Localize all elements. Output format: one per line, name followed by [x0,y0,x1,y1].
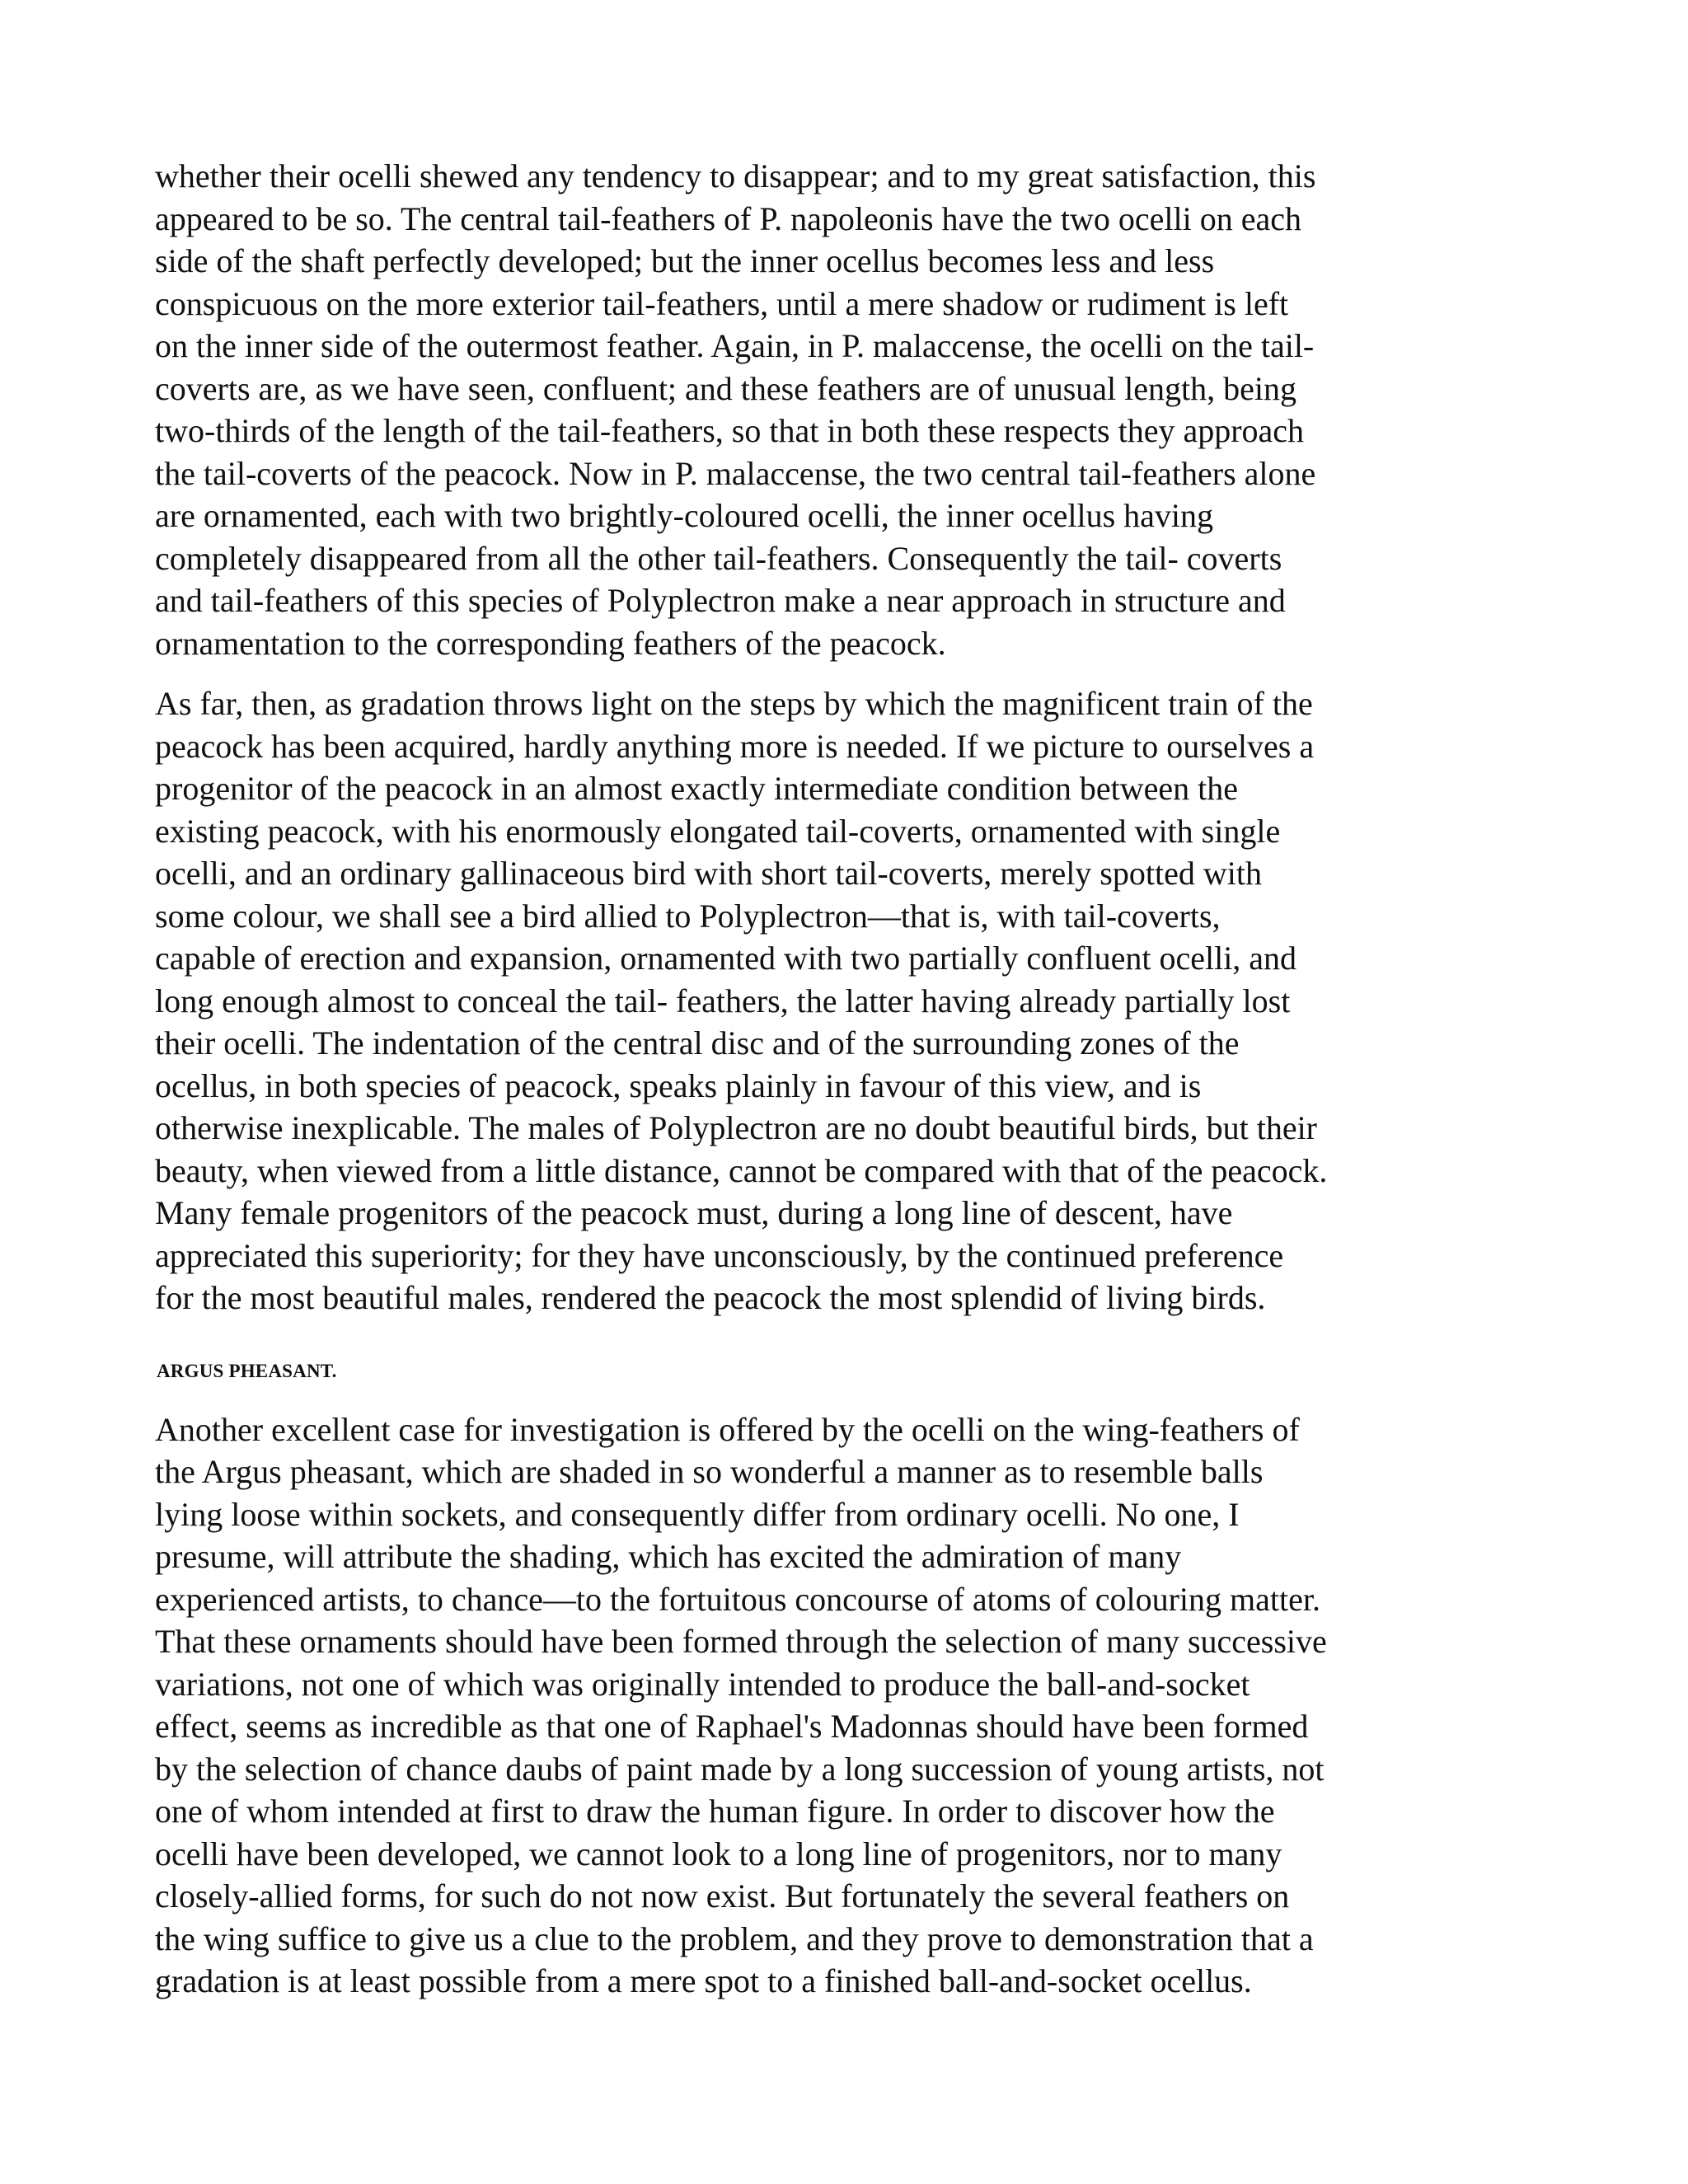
text-line: As far, then, as gradation throws light on the steps by which the magnificent train of the [155,685,1313,722]
paragraph-argus [155,1408,1540,2003]
text-line: otherwise inexplicable. The males of Polyplectron are no doubt beautiful birds, but their [155,1109,1317,1146]
text-line: ocellus, in both species of peacock, speaks plainly in favour of this view, and is [155,1066,1202,1104]
text-line: are ornamented, each with two brightly-coloured ocelli, the inner ocellus having [155,497,1214,534]
text-line: some colour, we shall see a bird allied to Polyplectron—that is, with tail-coverts, [155,897,1221,935]
text-line: ornamentation to the corresponding feathers of the peacock. [155,624,946,662]
text-line: two-thirds of the length of the tail-feathers, so that in both these respects they approach [155,412,1305,449]
text-line: ocelli have been developed, we cannot look to a long line of progenitors, nor to many [155,1835,1282,1872]
text-line: on the inner side of the outermost feather. Again, in P. malaccense, the ocelli on the tail- [155,327,1315,364]
text-line: beauty, when viewed from a little distance, cannot be compared with that of the peacock. [155,1151,1328,1189]
paragraph-polyplectron [155,155,1540,664]
text-line: their ocelli. The indentation of the central disc and of the surrounding zones of the [155,1024,1240,1062]
text-line: appreciated this superiority; for they have unconsciously, by the continued preference [155,1236,1284,1274]
text-line: Another excellent case for investigation is offered by the ocelli on the wing-feathers of [155,1410,1300,1448]
text-line: progenitor of the peacock in an almost exactly intermediate condition between the [155,770,1238,807]
text-line: whether their ocelli shewed any tendency to disappear; and to my great satisfaction, this [155,157,1316,194]
document-page [155,155,1540,2021]
text-line: effect, seems as incredible as that one of Raphael's Madonnas should have been formed [155,1708,1309,1745]
text-line: the tail-coverts of the peacock. Now in P. malaccense, the two central tail-feathers alone [155,454,1316,492]
text-line: for the most beautiful males, rendered the peacock the most splendid of living birds. [155,1279,1266,1316]
text-line: That these ornaments should have been formed through the selection of many successive [155,1623,1327,1660]
text-line: the Argus pheasant, which are shaded in so wonderful a manner as to resemble balls [155,1453,1264,1490]
text-line: side of the shaft perfectly developed; but the inner ocellus becomes less and less [155,242,1215,279]
text-line: Many female progenitors of the peacock must, during a long line of descent, have [155,1194,1233,1231]
text-line: completely disappeared from all the other tail-feathers. Consequently the tail- coverts [155,539,1282,577]
text-line: ocelli, and an ordinary gallinaceous bird with short tail-coverts, merely spotted with [155,855,1262,892]
text-line: by the selection of chance daubs of paint made by a long succession of young artists, not [155,1750,1325,1788]
text-line: closely-allied forms, for such do not now exist. But fortunately the several feathers on [155,1877,1290,1915]
text-line: and tail-feathers of this species of Polyplectron make a near approach in structure and [155,582,1286,619]
text-line: conspicuous on the more exterior tail-feathers, until a mere shadow or rudiment is left [155,284,1289,322]
text-line: the wing suffice to give us a clue to the problem, and they prove to demonstration that a [155,1919,1314,1957]
text-line: presume, will attribute the shading, which has excited the admiration of many [155,1538,1182,1575]
text-line: appeared to be so. The central tail-feathers of P. napoleonis have the two ocelli on each [155,199,1301,237]
section-heading: ARGUS PHEASANT. [157,1360,337,1381]
text-line: one of whom intended at first to draw the human figure. In order to discover how the [155,1793,1275,1830]
text-line: long enough almost to conceal the tail- feathers, the latter having already partially lost [155,982,1291,1019]
text-line: capable of erection and expansion, ornamented with two partially confluent ocelli, and [155,940,1297,977]
paragraph-gradation [155,682,1540,1319]
text-line: existing peacock, with his enormously elongated tail-coverts, ornamented with single [155,812,1281,850]
text-line: lying loose within sockets, and consequently differ from ordinary ocelli. No one, I [155,1495,1240,1533]
text-line: variations, not one of which was originally intended to produce the ball-and-socket [155,1665,1250,1703]
text-line: peacock has been acquired, hardly anything more is needed. If we picture to ourselves a [155,727,1315,765]
text-line: coverts are, as we have seen, confluent; and these feathers are of unusual length, being [155,369,1296,407]
text-line: experienced artists, to chance—to the fortuitous concourse of atoms of colouring matter. [155,1580,1321,1618]
text-line: gradation is at least possible from a mere spot to a finished ball-and-socket ocellus. [155,1962,1252,1999]
